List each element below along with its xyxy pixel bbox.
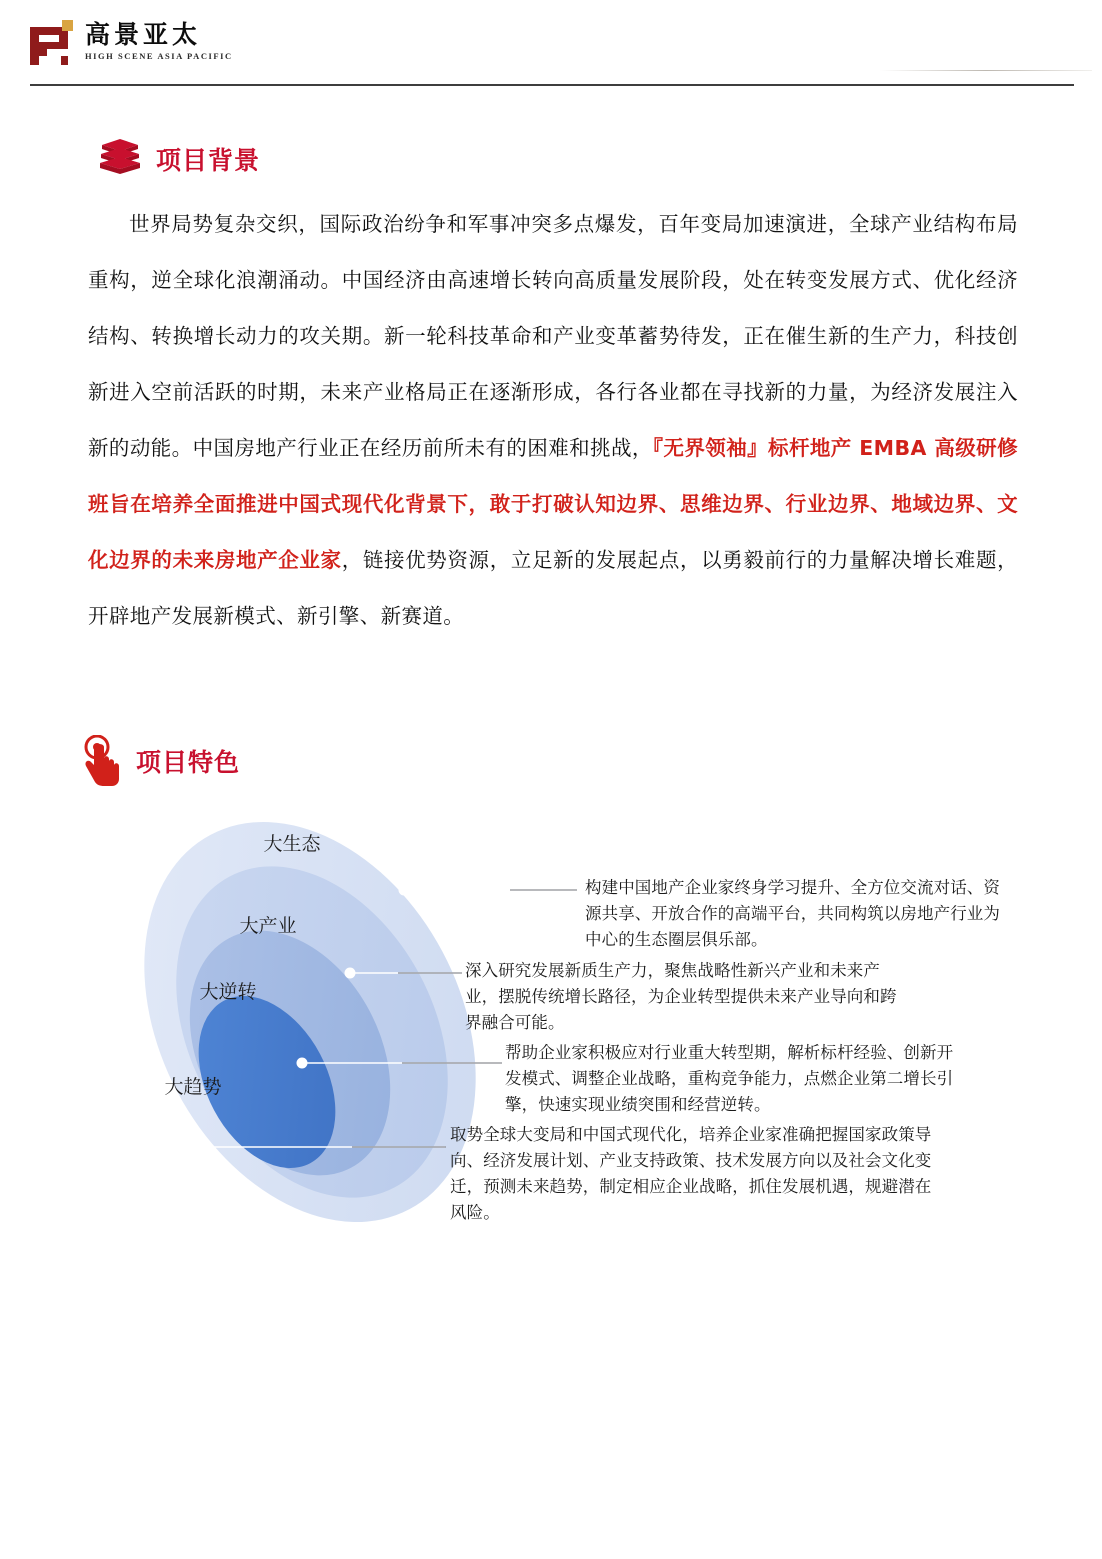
header-faint-rule [880, 70, 1092, 71]
logo-wordmark [85, 20, 233, 61]
ellipse-label-industry: 大产业 [239, 915, 297, 937]
logo-notch-shape [39, 35, 59, 42]
paragraph-part-2: ，链接优势资源，立足新的发展起点，以勇毅前行的力量解决增长难题，开辟地产发展新模式、新引擎、新赛道。 [88, 548, 1018, 628]
section-heading-background [98, 138, 260, 180]
paragraph-emphasis: 『无界领袖』标杆地产 EMBA 高级研修班旨在培养全面推进中国式现代化背景下，敢于打破认知边界、思维边界、行业边界、地域边界、文化边界的未来房地产企业家 [88, 436, 1018, 572]
logo-english-name: HIGH SCENE ASIA PACIFIC [85, 51, 233, 62]
annotation-industry: 深入研究发展新质生产力，聚焦战略性新兴产业和未来产业，摆脱传统增长路径，为企业转型提供未来产业导向和跨界融合可能。 [465, 961, 897, 1032]
section-heading-features [78, 735, 240, 787]
tap-hand-icon [78, 735, 124, 787]
section-title-text: 项目背景 [156, 146, 261, 175]
background-paragraph [88, 196, 1018, 644]
logo-chinese-name: 高景亚太 [85, 20, 202, 49]
connector-dot-ecosystem [399, 885, 410, 896]
page-header [0, 0, 1102, 92]
ellipse-label-trend: 大趋势 [164, 1076, 222, 1098]
logo-notch-shape [39, 56, 61, 65]
logo-mark-icon [30, 20, 74, 66]
paragraph-part-1: 世界局势复杂交织，国际政治纷争和军事冲突多点爆发，百年变局加速演进，全球产业结构布局重构，逆全球化浪潮涌动。中国经济由高速增长转向高质量发展阶段，处在转变发展方式、优化经济结构、转换增长动力的攻关期。新一轮科技革命和产业变革蓄势待发，正在催生新的生产力，科技创新进入空前活跃的时期，未来产业格局正在逐渐形成，各行各业都在寻找新的力量，为经济发展注入新的动能。中国房地产行业正在经历前所未有的困难和挑战， [88, 212, 1018, 460]
brand-logo [30, 20, 233, 66]
connector-dot-reversal [297, 1058, 308, 1069]
books-icon [98, 138, 142, 180]
features-nested-ellipse-diagram [80, 810, 1040, 1240]
annotation-ecosystem: 构建中国地产企业家终身学习提升、全方位交流对话、资源共享、开放合作的高端平台，共同构筑以房地产行业为中心的生态圈层俱乐部。 [585, 878, 1000, 949]
connector-dot-industry [345, 968, 356, 979]
header-divider [30, 84, 1074, 86]
connector-dot-trend [195, 1142, 206, 1153]
logo-notch-shape [47, 49, 68, 56]
logo-notch-shape [39, 42, 47, 51]
annotation-trend: 取势全球大变局和中国式现代化，培养企业家准确把握国家政策导向、经济发展计划、产业支持政策、技术发展方向以及社会文化变迁，预测未来趋势，制定相应企业战略，抓住发展机遇，规避潜在风险。 [450, 1125, 932, 1222]
annotation-reversal: 帮助企业家积极应对行业重大转型期，解析标杆经验、创新开发模式、调整企业战略，重构竞争能力，点燃企业第二增长引擎，快速实现业绩突围和经营逆转。 [505, 1043, 954, 1114]
section-title-text: 项目特色 [136, 748, 241, 777]
logo-accent-square [62, 20, 73, 31]
ellipse-label-ecosystem: 大生态 [263, 833, 321, 855]
ellipse-label-reversal: 大逆转 [199, 981, 257, 1003]
